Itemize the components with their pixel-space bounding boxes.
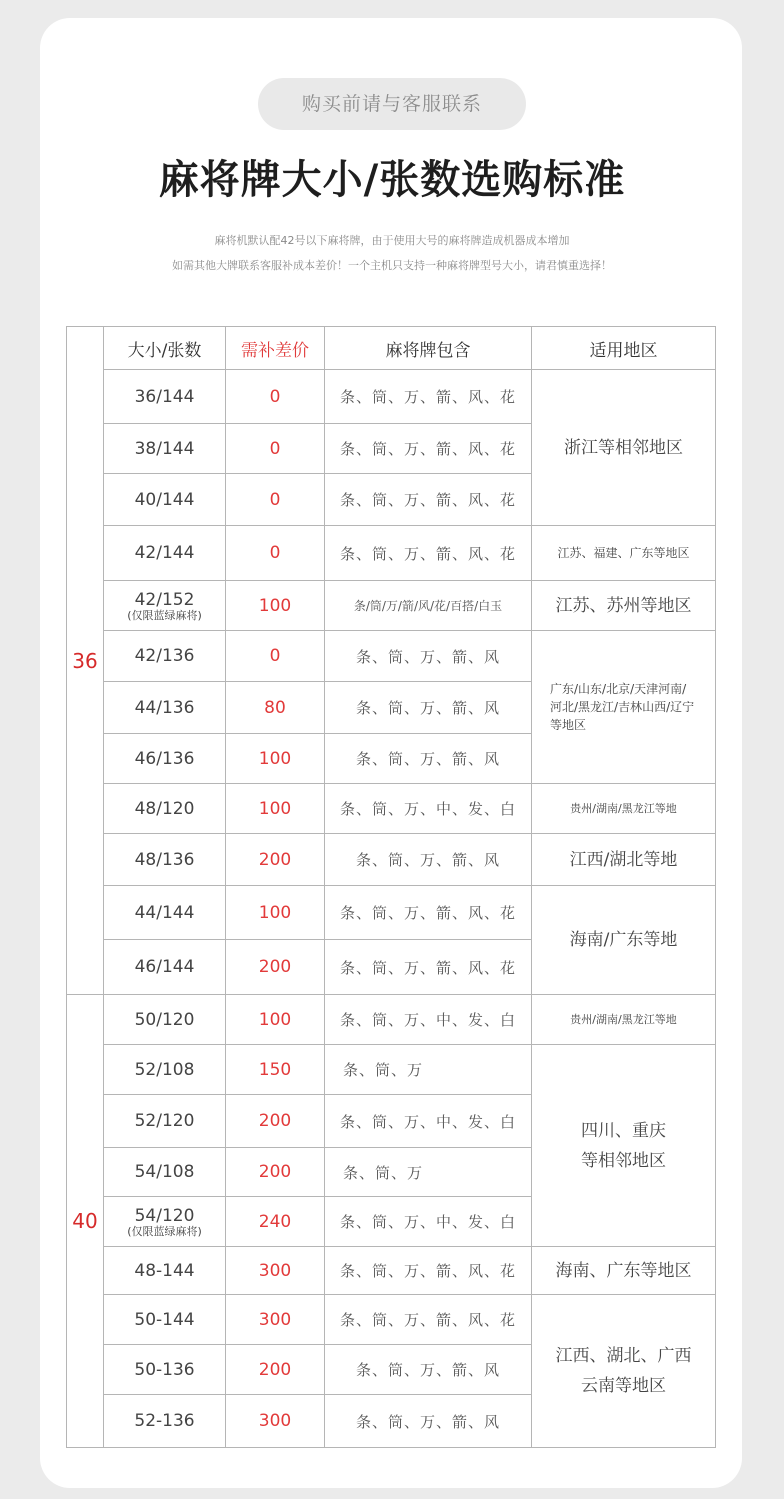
price-cell: 200 xyxy=(226,1345,325,1395)
price-cell: 240 xyxy=(226,1197,325,1247)
tiles-cell: 条、筒、万、箭、风、花 xyxy=(325,526,532,581)
region-cell: 广东/山东/北京/天津河南/河北/黑龙江/吉林山西/辽宁等地区 xyxy=(532,631,716,784)
header-region: 适用地区 xyxy=(532,327,716,370)
region-line-2: 云南等地区 xyxy=(581,1376,666,1396)
tiles-cell: 条、筒、万、中、发、白 xyxy=(325,1095,532,1148)
tiles-cell: 条、筒、万、箭、风 xyxy=(325,1395,532,1448)
tiles-cell: 条、筒、万、箭、风 xyxy=(325,631,532,682)
price-cell: 0 xyxy=(226,631,325,682)
price-cell: 200 xyxy=(226,940,325,995)
tiles-cell: 条、筒、万、中、发、白 xyxy=(325,784,532,834)
price-cell: 0 xyxy=(226,370,325,424)
price-cell: 100 xyxy=(226,886,325,940)
price-cell: 300 xyxy=(226,1395,325,1448)
tiles-cell: 条、筒、万、箭、风 xyxy=(325,682,532,734)
region-cell: 贵州/湖南/黑龙江等地 xyxy=(532,995,716,1045)
size-cell: 46/136 xyxy=(104,734,226,784)
size-cell: 42/136 xyxy=(104,631,226,682)
price-cell: 0 xyxy=(226,474,325,526)
tiles-cell: 条、筒、万、箭、风 xyxy=(325,1345,532,1395)
price-cell: 0 xyxy=(226,526,325,581)
tiles-cell: 条/筒/万/箭/风/花/百搭/白玉 xyxy=(325,581,532,631)
size-note: (仅限蓝绿麻将) xyxy=(127,608,202,622)
size-cell: 48-144 xyxy=(104,1247,226,1295)
price-cell: 150 xyxy=(226,1045,325,1095)
price-cell: 100 xyxy=(226,784,325,834)
price-cell: 0 xyxy=(226,424,325,474)
size-value: 54/120 xyxy=(134,1205,195,1226)
table-row xyxy=(67,631,716,682)
size-cell: 44/136 xyxy=(104,682,226,734)
tiles-cell: 条、筒、万、箭、风、花 xyxy=(325,474,532,526)
table-row xyxy=(67,581,716,631)
price-cell: 200 xyxy=(226,834,325,886)
region-cell xyxy=(532,1295,716,1448)
table-row xyxy=(67,1247,716,1295)
size-cell: 42/144 xyxy=(104,526,226,581)
price-cell: 80 xyxy=(226,682,325,734)
size-cell: 50/120 xyxy=(104,995,226,1045)
tiles-cell: 条、筒、万 xyxy=(325,1148,532,1197)
price-cell: 100 xyxy=(226,995,325,1045)
tiles-cell: 条、筒、万 xyxy=(325,1045,532,1095)
contact-service-pill: 购买前请与客服联系 xyxy=(258,78,526,130)
price-cell: 200 xyxy=(226,1148,325,1197)
size-cell: 48/136 xyxy=(104,834,226,886)
region-cell: 海南/广东等地 xyxy=(532,886,716,995)
table-row xyxy=(67,1295,716,1345)
size-cell: 54/108 xyxy=(104,1148,226,1197)
price-cell: 300 xyxy=(226,1247,325,1295)
price-cell: 100 xyxy=(226,734,325,784)
tiles-cell: 条、筒、万、箭、风、花 xyxy=(325,1295,532,1345)
size-cell xyxy=(104,581,226,631)
tiles-cell: 条、筒、万、中、发、白 xyxy=(325,995,532,1045)
region-cell: 江苏、苏州等地区 xyxy=(532,581,716,631)
region-cell: 海南、广东等地区 xyxy=(532,1247,716,1295)
tiles-cell: 条、筒、万、箭、风、花 xyxy=(325,940,532,995)
group-label-40: 40 xyxy=(67,995,104,1448)
region-cell: 浙江等相邻地区 xyxy=(532,370,716,526)
size-cell: 50-136 xyxy=(104,1345,226,1395)
table-row xyxy=(67,526,716,581)
table-row xyxy=(67,886,716,940)
size-cell: 44/144 xyxy=(104,886,226,940)
notice-line-1: 麻将机默认配42号以下麻将牌，由于使用大号的麻将牌造成机器成本增加 xyxy=(214,234,570,247)
price-cell: 300 xyxy=(226,1295,325,1345)
size-cell: 36/144 xyxy=(104,370,226,424)
region-cell: 江西/湖北等地 xyxy=(532,834,716,886)
size-cell: 52/108 xyxy=(104,1045,226,1095)
table-header-row xyxy=(67,327,716,370)
page-title: 麻将牌大小/张数选购标准 xyxy=(158,157,626,203)
notice-line-2: 如需其他大牌联系客服补成本差价！一个主机只支持一种麻将牌型号大小，请君慎重选择！ xyxy=(172,259,612,272)
tiles-cell: 条、筒、万、箭、风 xyxy=(325,734,532,784)
size-note: (仅限蓝绿麻将) xyxy=(127,1224,202,1238)
size-cell: 46/144 xyxy=(104,940,226,995)
size-cell: 40/144 xyxy=(104,474,226,526)
size-cell: 50-144 xyxy=(104,1295,226,1345)
region-cell: 江苏、福建、广东等地区 xyxy=(532,526,716,581)
size-cell: 52/120 xyxy=(104,1095,226,1148)
size-value: 42/152 xyxy=(134,589,195,610)
table-row xyxy=(67,370,716,424)
table-row xyxy=(67,784,716,834)
region-cell xyxy=(532,1045,716,1247)
size-cell xyxy=(104,1197,226,1247)
header-price: 需补差价 xyxy=(226,327,325,370)
mahjong-size-table xyxy=(66,326,716,1448)
region-line-1: 四川、重庆 xyxy=(581,1120,666,1141)
tiles-cell: 条、筒、万、箭、风、花 xyxy=(325,370,532,424)
price-cell: 200 xyxy=(226,1095,325,1148)
price-cell: 100 xyxy=(226,581,325,631)
tiles-cell: 条、筒、万、箭、风 xyxy=(325,834,532,886)
size-cell: 38/144 xyxy=(104,424,226,474)
region-cell: 贵州/湖南/黑龙江等地 xyxy=(532,784,716,834)
tiles-cell: 条、筒、万、箭、风、花 xyxy=(325,1247,532,1295)
tiles-cell: 条、筒、万、箭、风、花 xyxy=(325,886,532,940)
header-tiles: 麻将牌包含 xyxy=(325,327,532,370)
size-cell: 52-136 xyxy=(104,1395,226,1448)
table-row xyxy=(67,834,716,886)
header-size: 大小/张数 xyxy=(104,327,226,370)
table-row xyxy=(67,995,716,1045)
size-cell: 48/120 xyxy=(104,784,226,834)
tiles-cell: 条、筒、万、箭、风、花 xyxy=(325,424,532,474)
region-line-2: 等相邻地区 xyxy=(581,1150,666,1171)
tiles-cell: 条、筒、万、中、发、白 xyxy=(325,1197,532,1247)
group-label-36: 36 xyxy=(67,327,104,995)
table-row xyxy=(67,1045,716,1095)
region-line-1: 江西、湖北、广西 xyxy=(555,1346,692,1366)
